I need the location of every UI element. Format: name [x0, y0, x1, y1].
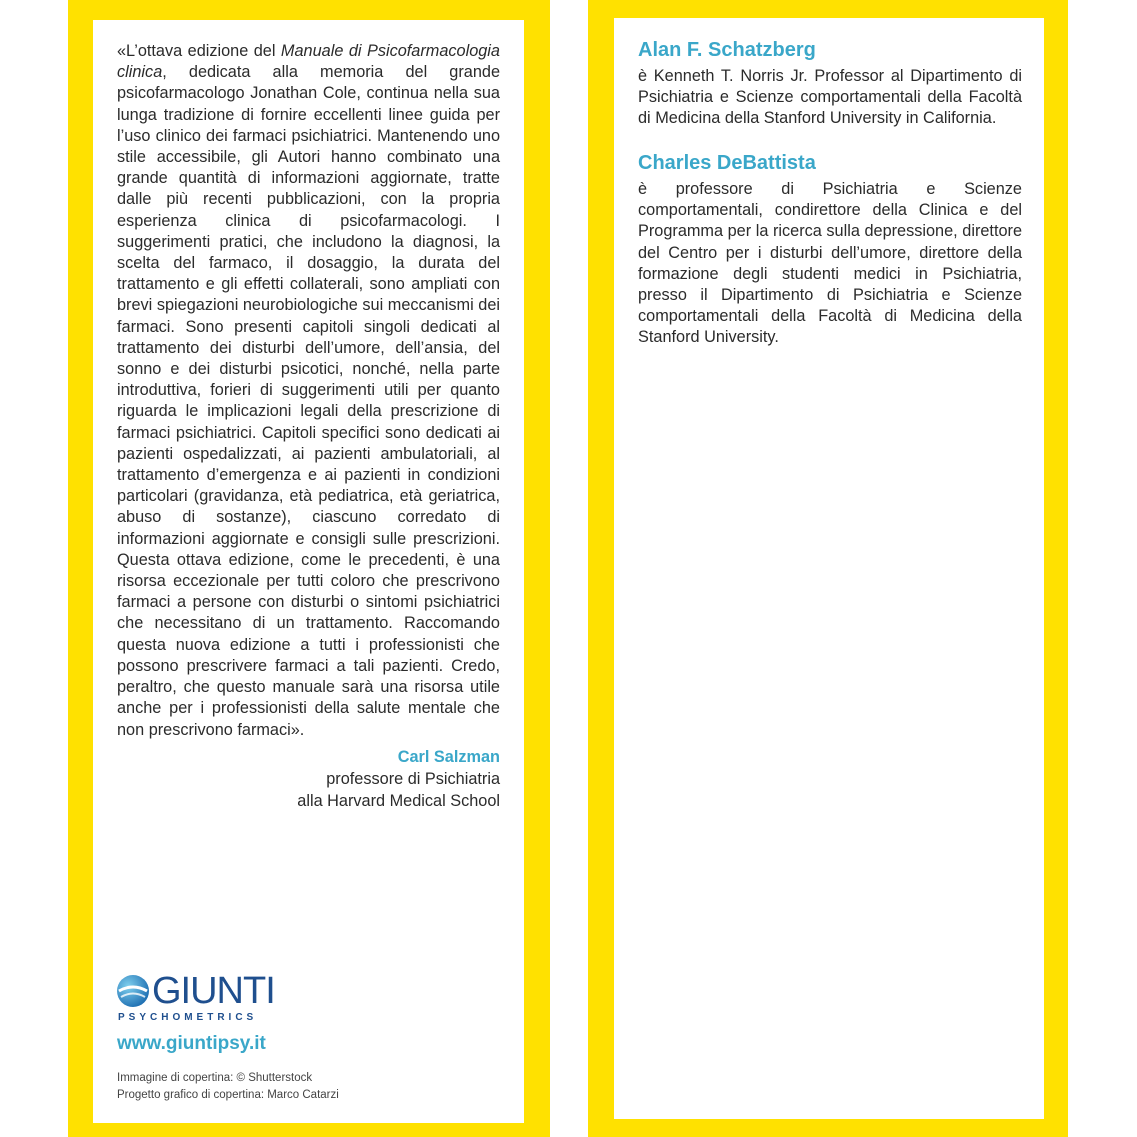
signature-role-line2: alla Harvard Medical School [297, 792, 500, 810]
quote-text-start: «L’ottava edizione del [117, 42, 281, 60]
quote-book-title: Manuale di Psicofarmacologia clinica [117, 42, 500, 82]
giunti-globe-icon [116, 974, 150, 1008]
author-bio: è Kenneth T. Norris Jr. Professor al Dipartimento di Psichiatria e Scienze comportamentali della Facoltà di Medicina della Stanford University in California. [638, 67, 1022, 128]
author-block-schatzberg [638, 38, 1022, 130]
website-link[interactable]: www.giuntipsy.it [117, 1033, 266, 1054]
review-quote [117, 41, 500, 741]
author-name: Charles DeBattista [638, 152, 816, 174]
author-name: Alan F. Schatzberg [638, 39, 816, 61]
quote-text-body: , dedicata alla memoria del grande psicofarmacologo Jonathan Cole, continua nella sua lunga tradizione di fornire eccellenti linee guida per l’uso clinico dei farmaci psichiatrici. Mantenendo uno stile accessibile, gli Autori hanno combinato una grande quantità di informazioni aggiornate, tratte dalle più recenti pubblicazioni, con la propria esperienza clinica di psicofarmacologi. I suggerimenti pratici, che includono la diagnosi, la scelta del farmaco, il dosaggio, la durata del trattamento e gli effetti collaterali, sono ampliati con brevi spiegazioni neurobiologiche sui meccanismi dei farmaci. Sono presenti capitoli singoli dedicati al trattamento dei disturbi dell’umore, dell’ansia, del sonno e dei disturbi psicotici, nonché, nella parte introduttiva, forieri di suggerimenti utili per quanto riguarda le implicazioni legali della prescrizione di farmaci psichiatrici. Capitoli specifici sono dedicati ai pazienti ospedalizzati, ai pazienti ambulatoriali, al trattamento d’emergenza e ai pazienti in condizioni particolari (gravidanza, età pediatrica, età geriatrica, abuso di sostanze), ciascuno corredato di informazioni aggiornate e consigli sulle prescrizioni. Questa ottava edizione, come le precedenti, è una risorsa eccezionale per tutti coloro che prescrivono farmaci a persone con disturbi o sintomi psichiatrici che necessitano di un trattamento. Raccomando questa nuova edizione a tutti i professionisti che possono prescrivere farmaci a tali pazienti. Credo, peraltro, che questo manuale sarà una risorsa utile anche per i professionisti della salute mentale che non prescrivono farmaci». [117, 63, 500, 739]
author-bio: è professore di Psichiatria e Scienze comportamentali, condirettore della Clinica e del Programma per la ricerca sulla depressione, direttore del Centro per i disturbi dell’umore, direttore della formazione degli studenti medici in Psichiatria, presso il Dipartimento di Psichiatria e Scienze comportamentali della Facoltà di Medicina della Stanford University. [638, 180, 1022, 347]
author-block-debattista [638, 151, 1022, 349]
logo-wordmark: GIUNTI [152, 970, 275, 1012]
credit-image: Immagine di copertina: © Shutterstock [117, 1072, 313, 1084]
quote-signature [200, 746, 500, 812]
signature-role-line1: professore di Psichiatria [326, 770, 500, 788]
cover-credits [117, 1070, 339, 1104]
logo-subtitle: PSYCHOMETRICS [118, 1012, 258, 1023]
giunti-logo [116, 972, 275, 1023]
credit-design: Progetto grafico di copertina: Marco Catarzi [117, 1089, 339, 1101]
signature-name: Carl Salzman [397, 748, 500, 766]
